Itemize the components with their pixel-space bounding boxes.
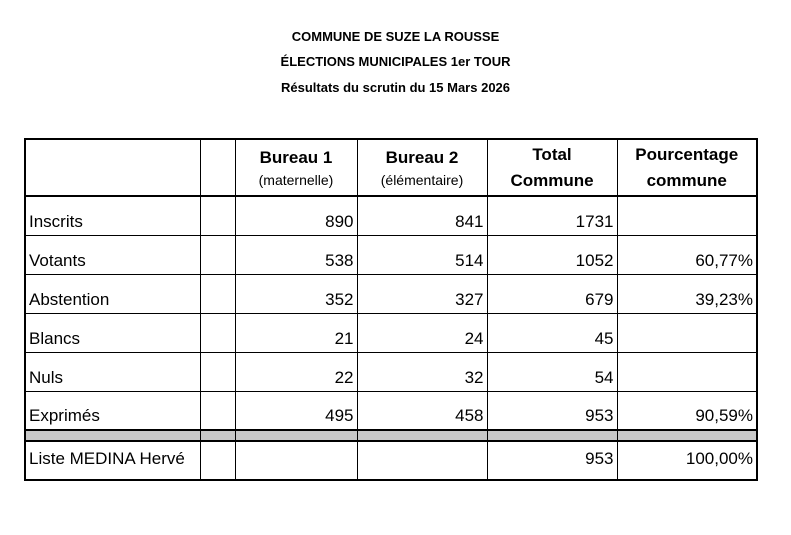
row-spacer bbox=[200, 313, 235, 352]
row-label: Blancs bbox=[25, 313, 200, 352]
table-row bbox=[25, 196, 757, 235]
liste-row bbox=[25, 441, 757, 480]
commune-title: COMMUNE DE SUZE LA ROUSSE bbox=[291, 29, 500, 44]
percentage-value bbox=[617, 313, 757, 352]
table-row bbox=[25, 274, 757, 313]
bureau-2-title: Bureau 2 bbox=[385, 147, 459, 167]
percentage-value: 60,77% bbox=[617, 235, 757, 274]
total-title-line1: Total bbox=[532, 144, 572, 164]
table-header-row bbox=[25, 139, 757, 196]
row-spacer bbox=[200, 235, 235, 274]
total-value: 1731 bbox=[487, 196, 617, 235]
bureau-1-value: 352 bbox=[235, 274, 357, 313]
bureau-2-value: 327 bbox=[357, 274, 487, 313]
table-row bbox=[25, 235, 757, 274]
bureau-2-value: 514 bbox=[357, 235, 487, 274]
bureau-2-value: 458 bbox=[357, 391, 487, 430]
total-value: 953 bbox=[487, 391, 617, 430]
percentage-value: 39,23% bbox=[617, 274, 757, 313]
total-value: 54 bbox=[487, 352, 617, 391]
separator-cell bbox=[235, 430, 357, 441]
liste-percentage-value: 100,00% bbox=[617, 441, 757, 480]
header-bureau-2 bbox=[357, 139, 487, 196]
separator-cell bbox=[357, 430, 487, 441]
row-spacer bbox=[200, 196, 235, 235]
bureau-1-subtitle: (maternelle) bbox=[258, 171, 334, 188]
row-label: Exprimés bbox=[25, 391, 200, 430]
separator-cell bbox=[617, 430, 757, 441]
percentage-value bbox=[617, 352, 757, 391]
bureau-2-value: 841 bbox=[357, 196, 487, 235]
row-label: Abstention bbox=[25, 274, 200, 313]
bureau-2-value: 24 bbox=[357, 313, 487, 352]
row-label: Votants bbox=[25, 235, 200, 274]
results-table bbox=[24, 138, 758, 481]
bureau-1-value: 495 bbox=[235, 391, 357, 430]
row-label: Nuls bbox=[25, 352, 200, 391]
election-title: ÉLECTIONS MUNICIPALES 1er TOUR bbox=[280, 54, 511, 69]
percentage-value: 90,59% bbox=[617, 391, 757, 430]
header-spacer-cell bbox=[200, 139, 235, 196]
total-value: 45 bbox=[487, 313, 617, 352]
separator-row bbox=[25, 430, 757, 441]
liste-bureau-2-value bbox=[357, 441, 487, 480]
header-total bbox=[487, 139, 617, 196]
total-title-line2: Commune bbox=[510, 170, 594, 190]
row-spacer bbox=[200, 352, 235, 391]
pct-title-line1: Pourcentage bbox=[635, 144, 739, 164]
bureau-1-title: Bureau 1 bbox=[259, 147, 333, 167]
liste-total-value: 953 bbox=[487, 441, 617, 480]
header-bureau-1 bbox=[235, 139, 357, 196]
row-label: Inscrits bbox=[25, 196, 200, 235]
total-value: 679 bbox=[487, 274, 617, 313]
liste-label: Liste MEDINA Hervé bbox=[25, 441, 200, 480]
bureau-1-value: 890 bbox=[235, 196, 357, 235]
row-spacer bbox=[200, 441, 235, 480]
bureau-2-subtitle: (élémentaire) bbox=[380, 171, 464, 188]
total-value: 1052 bbox=[487, 235, 617, 274]
row-spacer bbox=[200, 274, 235, 313]
bureau-1-value: 538 bbox=[235, 235, 357, 274]
table-row bbox=[25, 352, 757, 391]
separator-cell bbox=[25, 430, 200, 441]
header-percentage bbox=[617, 139, 757, 196]
table-row bbox=[25, 391, 757, 430]
liste-bureau-1-value bbox=[235, 441, 357, 480]
table-row bbox=[25, 313, 757, 352]
header-label-cell bbox=[25, 139, 200, 196]
percentage-value bbox=[617, 196, 757, 235]
bureau-1-value: 21 bbox=[235, 313, 357, 352]
pct-title-line2: commune bbox=[646, 170, 727, 190]
separator-cell bbox=[200, 430, 235, 441]
scrutin-date-title: Résultats du scrutin du 15 Mars 2026 bbox=[280, 80, 511, 95]
row-spacer bbox=[200, 391, 235, 430]
separator-cell bbox=[487, 430, 617, 441]
bureau-2-value: 32 bbox=[357, 352, 487, 391]
bureau-1-value: 22 bbox=[235, 352, 357, 391]
